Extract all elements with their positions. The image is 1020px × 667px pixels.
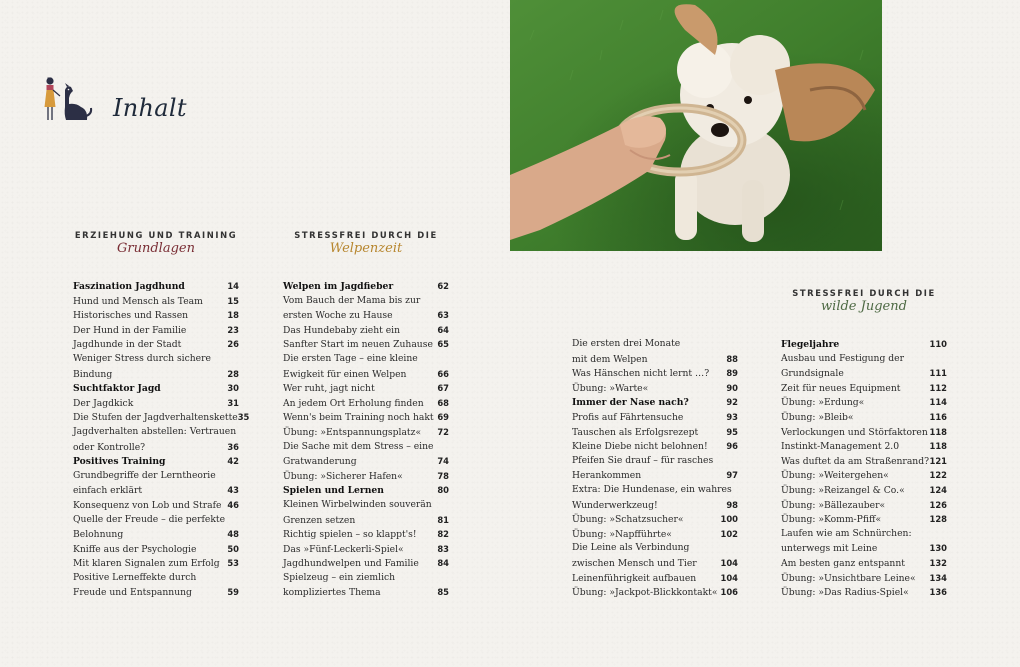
toc-entry-page: 74 [437,456,449,467]
toc-entry-page: 97 [726,470,738,481]
toc-entry-title: Grundbegriffe der Lerntheorie [73,469,216,481]
toc-entry [73,556,239,571]
toc-entry-page: 65 [437,339,449,350]
toc-entry-title: Was Hänschen nicht lernt …? [572,368,710,380]
dog-tug-toy-photo [510,0,882,251]
toc-entry-page: 28 [227,368,239,379]
toc-entry [283,483,449,498]
toc-entry-page: 128 [929,514,947,525]
toc-entry-page: 96 [726,441,738,452]
toc-entry [572,541,738,556]
toc-entry-title: oder Kontrolle? [73,441,146,453]
toc-entry-page: 43 [227,485,239,496]
toc-entry-title: Extra: Die Hundenase, ein wahres [572,483,732,495]
toc-entry [73,410,250,425]
toc-entry-page: 114 [929,397,947,408]
toc-entry [283,352,449,367]
toc-entry [283,454,449,469]
toc-entry [73,352,239,367]
toc-entry-title: Bindung [73,368,113,380]
toc-entry [283,469,449,484]
toc-entry [283,527,449,542]
toc-entry [73,483,239,498]
toc-entry-title: Historisches und Rassen [73,310,189,322]
toc-entry-page: 62 [437,281,449,291]
section-kicker: STRESSFREI DURCH DIE [792,288,936,298]
toc-entry-page: 112 [929,382,947,393]
page-title: Inhalt [113,94,187,122]
toc-entry-title: Die Leine als Verbindung [572,542,690,554]
toc-entry [73,527,239,542]
toc-entry [73,425,239,440]
section-subtitle: Welpenzeit [329,241,403,256]
toc-entry-title: Instinkt-Management 2.0 [781,441,900,453]
toc-entry-title: Wunderwerkzeug! [572,499,658,511]
toc-entry [283,440,449,455]
section-subtitle: wilde Jugend [821,299,907,314]
toc-entry [781,541,947,556]
toc-entry [283,410,449,425]
toc-entry-title: Der Jagdkick [73,397,134,409]
toc-entry-page: 118 [929,441,947,452]
section-header-welpenzeit [283,230,449,256]
toc-entry-title: Suchtfaktor Jagd [73,383,161,395]
toc-entry [283,396,449,411]
toc-entry-page: 23 [227,324,239,335]
toc-entry-page: 121 [929,455,947,466]
toc-entry-title: Kniffe aus der Psychologie [73,543,197,555]
toc-entry-title: Übung: »Das Radius-Spiel« [781,587,909,599]
toc-entry [283,279,449,294]
toc-entry-title: Übung: »Reizangel & Co.« [781,484,905,496]
toc-entry [572,571,738,586]
toc-entry [572,556,738,571]
toc-entry [73,585,239,600]
toc-entry [283,585,449,600]
toc-entry [73,469,239,484]
toc-entry-page: 53 [227,558,239,569]
toc-entry [73,571,239,586]
toc-entry-page: 67 [437,383,449,394]
toc-entry-title: Profis auf Fährtensuche [572,411,684,423]
toc-entry-page: 111 [929,368,947,379]
toc-entry-page: 104 [720,572,738,583]
toc-entry-page: 118 [929,426,947,437]
toc-entry [73,367,239,382]
toc-entry [781,381,947,396]
toc-entry-page: 85 [437,587,449,598]
toc-entry-title: Freude und Entspannung [73,587,192,599]
toc-entry-title: Laufen wie am Schnürchen: [781,527,912,539]
toc-entry-title: Die ersten Tage – eine kleine [283,352,418,364]
toc-entry-page: 136 [929,587,947,598]
toc-entry-title: Die ersten drei Monate [572,338,681,349]
toc-entry-page: 102 [720,528,738,539]
toc-entry-title: Hund und Mensch als Team [73,295,203,307]
toc-entry-title: Übung: »Unsichtbare Leine« [781,572,916,584]
toc-entry-title: Übung: »Jackpot-Blickkontakt« [572,587,718,599]
toc-entry-page: 81 [437,514,449,525]
toc-entry [572,498,738,513]
toc-entry [283,498,449,513]
toc-entry-title: Leinenführigkeit aufbauen [572,572,697,584]
toc-column-grundlagen [73,279,250,600]
toc-entry-title: Immer der Nase nach? [572,397,689,409]
toc-entry-page: 50 [227,543,239,554]
toc-entry-page: 30 [227,383,239,394]
toc-entry-title: Belohnung [73,529,124,541]
toc-entry-title: Die Stufen der Jagdverhaltenskette [73,412,238,424]
toc-entry [572,337,738,352]
toc-entry [572,512,738,527]
toc-entry-title: Der Hund in der Familie [73,324,187,336]
toc-entry-page: 84 [437,558,449,569]
toc-entry-page: 122 [929,470,947,481]
woman-with-dog-icon [40,74,94,124]
toc-entry-title: Welpen im Jagdfieber [283,281,394,292]
toc-entry [572,527,738,542]
toc-entry-title: Übung: »Weitergehen« [781,470,889,482]
toc-entry [781,498,947,513]
toc-entry [781,483,947,498]
toc-entry [73,323,239,338]
toc-entry-page: 83 [437,543,449,554]
toc-entry-title: kompliziertes Thema [283,587,381,599]
toc-entry [572,395,738,410]
toc-entry-title: An jedem Ort Erholung finden [283,397,424,409]
toc-entry-title: Übung: »Warte« [572,382,649,394]
toc-entry-title: Positive Lerneffekte durch [73,571,197,583]
toc-entry-title: Faszination Jagdhund [73,281,185,292]
toc-entry-page: 14 [227,281,239,291]
toc-entry-title: Wenn's beim Training noch hakt [283,412,434,424]
toc-entry-title: Kleine Diebe nicht belohnen! [572,441,708,453]
section-kicker: STRESSFREI DURCH DIE [294,230,438,240]
toc-column-wilde-jugend [781,337,947,600]
toc-entry [73,337,239,352]
toc-entry-title: Ausbau und Festigung der [781,352,904,364]
toc-entry-page: 42 [227,456,239,467]
toc-entry [572,425,738,440]
toc-entry-title: unterwegs mit Leine [781,543,878,555]
section-header-wilde-jugend [781,288,947,314]
toc-entry [781,337,947,352]
toc-entry-page: 106 [720,587,738,598]
toc-entry-title: Flegeljahre [781,339,840,350]
toc-entry [572,468,738,483]
toc-entry-page: 82 [437,529,449,540]
toc-entry-title: Jagdverhalten abstellen: Vertrauen [73,425,237,437]
toc-entry-title: Zeit für neues Equipment [781,382,901,394]
toc-column-welpenzeit [283,279,449,600]
toc-entry [283,294,449,309]
toc-column-welpenzeit-cont [572,337,738,600]
toc-entry-title: Kleinen Wirbelwinden souverän [283,498,432,510]
toc-entry [572,483,738,498]
toc-entry-page: 69 [437,412,449,423]
toc-entry-title: Übung: »Erdung« [781,397,865,409]
toc-entry [283,323,449,338]
toc-entry-title: Wer ruht, jagt nicht [283,383,375,395]
toc-entry-title: Herankommen [572,470,642,482]
toc-entry-title: Übung: »Schatzsucher« [572,514,684,526]
toc-entry-page: 95 [726,426,738,437]
toc-entry-title: Tauschen als Erfolgsrezept [572,426,699,438]
toc-entry [73,396,239,411]
toc-entry-title: Mit klaren Signalen zum Erfolg [73,558,220,570]
toc-entry-page: 64 [437,324,449,335]
toc-entry-page: 35 [237,412,250,423]
toc-entry-page: 126 [929,499,947,510]
section-subtitle: Grundlagen [117,241,195,256]
toc-entry-page: 78 [437,470,449,481]
toc-entry-page: 72 [437,426,449,437]
toc-entry-page: 59 [227,587,239,598]
toc-entry-page: 104 [720,557,738,568]
toc-entry-title: Übung: »Bällezauber« [781,499,886,511]
toc-entry-page: 98 [726,499,738,510]
toc-entry [73,498,239,513]
toc-entry-title: Übung: »Entspannungsplatz« [283,426,422,438]
toc-entry [283,381,449,396]
toc-entry [781,468,947,483]
toc-entry-page: 48 [227,529,239,540]
toc-entry-page: 134 [929,572,947,583]
toc-entry-title: Ewigkeit für einen Welpen [283,368,407,380]
toc-entry-page: 18 [227,310,239,321]
toc-entry-title: Spielen und Lernen [283,485,384,497]
toc-entry-title: Das »Fünf-Leckerli-Spiel« [283,543,404,555]
toc-entry-title: Jagdhundwelpen und Familie [283,558,419,570]
toc-entry-page: 31 [227,397,239,408]
toc-entry-page: 88 [726,353,738,364]
toc-entry-title: Positives Training [73,456,166,468]
toc-entry-page: 130 [929,543,947,554]
toc-entry-title: Am besten ganz entspannt [781,557,905,569]
toc-entry [283,425,449,440]
toc-entry-page: 93 [726,411,738,422]
toc-entry [781,556,947,571]
toc-entry [283,367,449,382]
toc-entry-page: 132 [929,557,947,568]
toc-entry-title: Das Hundebaby zieht ein [283,324,401,336]
toc-entry-title: Übung: »Komm-Pfiff« [781,514,882,526]
toc-entry [781,512,947,527]
toc-entry [73,308,239,323]
toc-entry [73,294,239,309]
toc-entry [572,454,738,469]
toc-entry [572,352,738,367]
toc-entry-title: Richtig spielen – so klappt's! [283,529,417,541]
section-kicker: ERZIEHUNG UND TRAINING [74,230,238,240]
toc-entry-title: Grundsignale [781,368,844,380]
toc-entry [73,279,239,294]
toc-entry [781,439,947,454]
toc-entry-page: 66 [437,368,449,379]
toc-entry-title: Übung: »Bleib« [781,411,854,423]
toc-entry-title: ersten Woche zu Hause [283,310,393,322]
toc-entry [781,425,947,440]
toc-entry [283,513,449,528]
toc-entry-page: 110 [929,339,947,349]
toc-entry [283,308,449,323]
toc-entry-title: Spielzeug – ein ziemlich [283,571,396,583]
toc-entry-page: 68 [437,397,449,408]
toc-entry-title: Vom Bauch der Mama bis zur [283,294,421,306]
toc-entry-title: Grenzen setzen [283,514,356,526]
toc-entry [781,366,947,381]
toc-entry-title: Was duftet da am Straßenrand? [781,455,930,467]
toc-entry [73,542,239,557]
toc-entry [572,410,738,425]
toc-entry [283,571,449,586]
toc-entry [572,381,738,396]
toc-entry-title: Konsequenz von Lob und Strafe [73,499,222,511]
toc-entry-page: 63 [437,310,449,321]
toc-entry [283,337,449,352]
toc-entry-page: 124 [929,484,947,495]
toc-entry-page: 15 [227,295,239,306]
toc-entry-title: Sanfter Start im neuen Zuhause [283,339,433,351]
toc-entry-title: Jagdhunde in der Stadt [73,339,182,351]
toc-entry-page: 116 [929,411,947,422]
toc-entry-title: einfach erklärt [73,485,143,497]
toc-entry-page: 36 [227,441,239,452]
toc-entry-page: 100 [720,514,738,525]
toc-entry [283,542,449,557]
toc-entry-page: 89 [726,368,738,379]
toc-entry [283,556,449,571]
toc-entry-page: 26 [227,339,239,350]
toc-entry-page: 90 [726,382,738,393]
toc-entry [781,395,947,410]
toc-entry [73,454,239,469]
toc-entry [73,381,239,396]
toc-entry-title: Die Sache mit dem Stress – eine [283,440,434,452]
toc-entry [73,513,239,528]
toc-entry-title: Übung: »Sicherer Hafen« [283,470,403,482]
toc-entry-page: 80 [437,485,449,496]
toc-entry [781,352,947,367]
toc-entry-title: Quelle der Freude – die perfekte [73,513,226,525]
toc-entry [572,585,738,600]
toc-entry-page: 46 [227,499,239,510]
toc-entry-title: Gratwanderung [283,456,357,468]
toc-entry [572,366,738,381]
toc-entry-title: Weniger Stress durch sichere [73,352,211,364]
toc-entry [572,439,738,454]
toc-entry-title: Übung: »Napfführte« [572,528,672,540]
toc-entry [781,571,947,586]
section-header-grundlagen [73,230,239,256]
toc-entry [781,527,947,542]
toc-entry [73,440,239,455]
toc-entry-page: 92 [726,397,738,408]
toc-entry [781,410,947,425]
toc-entry-title: Pfeifen Sie drauf – für rasches [572,454,714,466]
toc-entry-title: Verlockungen und Störfaktoren [781,426,928,438]
toc-entry-title: zwischen Mensch und Tier [572,557,697,569]
toc-entry [781,585,947,600]
toc-entry [781,454,947,469]
toc-entry-title: mit dem Welpen [572,353,648,365]
